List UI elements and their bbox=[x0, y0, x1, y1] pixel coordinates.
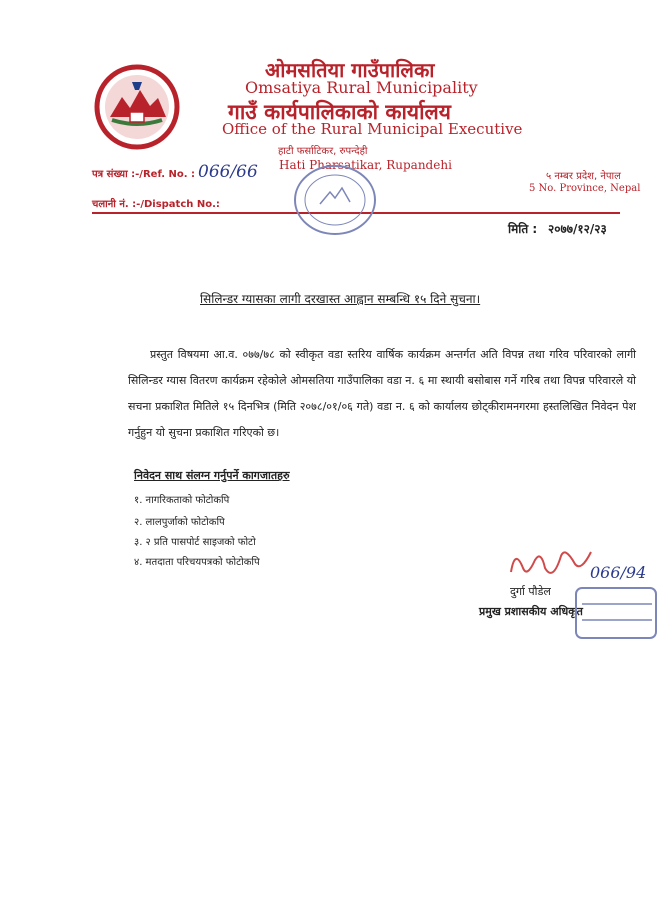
address-english: Hati Pharsatikar, Rupandehi bbox=[279, 158, 452, 172]
officer-stamp-icon bbox=[568, 580, 658, 650]
municipality-name-nepali: ओमसतिया गाउँपालिका bbox=[265, 58, 435, 82]
ref-number-handwritten: 066/66 bbox=[198, 162, 258, 182]
municipality-name-english: Omsatiya Rural Municipality bbox=[245, 78, 478, 97]
date-label: मिति : bbox=[508, 222, 538, 236]
notice-body bbox=[128, 342, 636, 446]
dispatch-number-label: चलानी नं. :-/Dispatch No.: bbox=[92, 199, 220, 210]
office-stamp-icon bbox=[290, 160, 380, 240]
province-nepali: ५ नम्बर प्रदेश, नेपाल bbox=[546, 171, 621, 182]
office-name-nepali: गाउँ कार्यपालिकाको कार्यालय bbox=[228, 100, 451, 124]
document-item: ४. मतदाता परिचयपत्रको फोटोकपि bbox=[134, 557, 260, 568]
nepal-emblem-icon bbox=[92, 62, 182, 152]
signature-scribble-icon bbox=[505, 538, 595, 586]
date-value: २०७७/१२/२३ bbox=[548, 222, 607, 236]
notice-body-paragraph: प्रस्तुत विषयमा आ.व. ०७७/७८ को स्वीकृत वडा स्तरिय वार्षिक कार्यक्रम अन्तर्गत अति विपन्न तथा गरिव परिवारको लागी सिलिन्डर ग्यास वितरण कार्यक्रम रहेकोले ओमसतिया गाउँपालिका वडा न. ६ मा स्थायी बसोबास गर्ने गरिब तथा विपन्न परिवारले यो सचना प्रकाशित मितिले १५ दिनभित्र (मिति २०७८/०१/०६ गते) वडा न. ६ को कार्यालय छोट्कीरामनगरमा हस्तलिखित निवेदन पेश गर्नुहुन यो सुचना प्रकाशित गरिएको छ। bbox=[128, 348, 636, 439]
signatory-title: प्रमुख प्रशासकीय अधिकृत bbox=[479, 605, 583, 618]
required-documents-title: निवेदन साथ संलग्न गर्नुपर्ने कागजातहरु bbox=[134, 469, 290, 482]
province-english: 5 No. Province, Nepal bbox=[529, 183, 641, 194]
document-item: ३. २ प्रति पासपोर्ट साइजको फोटो bbox=[134, 537, 256, 548]
signature-handwritten-number: 066/94 bbox=[590, 563, 647, 582]
signatory-name: दुर्गा पौडेल bbox=[510, 585, 551, 598]
document-item: २. लालपुर्जाको फोटोकपि bbox=[134, 517, 225, 528]
ref-number-label: पत्र संख्या :-/Ref. No. : bbox=[92, 169, 196, 180]
office-name-english: Office of the Rural Municipal Executive bbox=[222, 120, 523, 138]
notice-subject: सिलिन्डर ग्यासका लागी दरखास्त आह्वान सम्बन्धि १५ दिने सुचना। bbox=[200, 292, 481, 306]
document-item: १. नागरिकताको फोटोकपि bbox=[134, 495, 230, 506]
address-nepali: हाटी फर्साटिकर, रुपन्देही bbox=[278, 146, 368, 157]
